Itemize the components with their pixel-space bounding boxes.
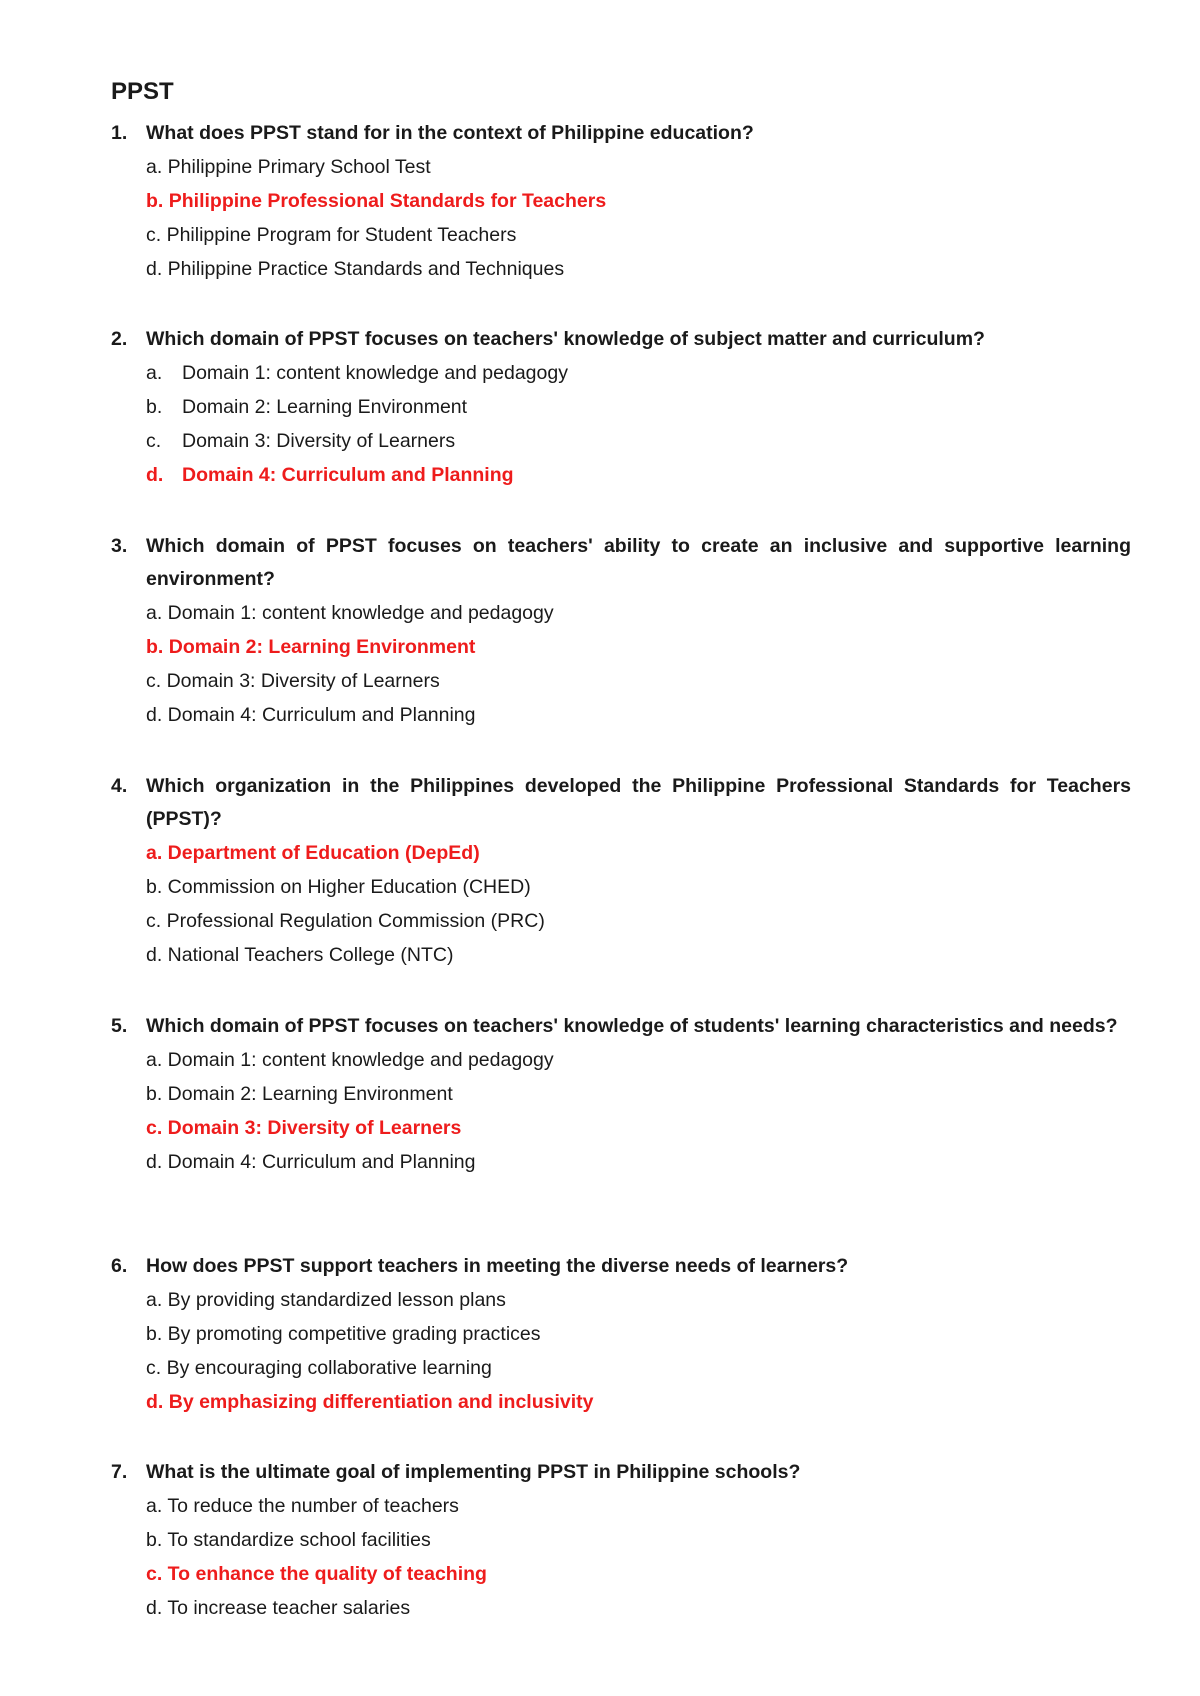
option-d: d. To increase teacher salaries <box>146 1597 411 1619</box>
question-2 <box>111 323 1131 492</box>
option-b-correct-answer: b. Domain 2: Learning Environment <box>146 636 476 658</box>
option-list <box>111 1283 1131 1419</box>
question-number: 2. <box>111 328 128 350</box>
question-text: Which domain of PPST focuses on teachers' knowledge of subject matter and curriculum? <box>146 328 985 350</box>
option-list <box>111 150 1131 286</box>
option-text: Domain 4: Curriculum and Planning <box>182 464 514 486</box>
question-3 <box>111 530 1131 732</box>
option-list <box>111 836 1131 972</box>
question-text: How does PPST support teachers in meeting the diverse needs of learners? <box>146 1255 849 1277</box>
option-letter: b. <box>146 396 163 418</box>
question-text: Which organization in the Philippines developed the Philippine Professional Standards for Teachers (PPST)? <box>146 775 1131 830</box>
question-number: 4. <box>111 775 128 797</box>
option-a: a. Domain 1: content knowledge and pedagogy <box>146 602 554 624</box>
option-list <box>111 596 1131 732</box>
option-list <box>111 1043 1131 1179</box>
option-text: Domain 1: content knowledge and pedagogy <box>182 362 568 384</box>
question-number: 7. <box>111 1461 128 1483</box>
option-d-correct-answer: d. By emphasizing differentiation and inclusivity <box>146 1391 594 1413</box>
question-text: Which domain of PPST focuses on teachers' ability to create an inclusive and supportive learning environment? <box>146 535 1131 590</box>
option-a <box>146 356 1131 390</box>
option-b: b. By promoting competitive grading practices <box>146 1323 541 1345</box>
question-5 <box>111 1010 1131 1179</box>
question-4 <box>111 770 1131 972</box>
option-c: c. By encouraging collaborative learning <box>146 1357 492 1379</box>
option-a: a. Domain 1: content knowledge and pedagogy <box>146 1049 554 1071</box>
option-list <box>111 356 1131 492</box>
question-number: 5. <box>111 1015 128 1037</box>
question-text: What is the ultimate goal of implementing PPST in Philippine schools? <box>146 1461 801 1483</box>
option-c: c. Domain 3: Diversity of Learners <box>146 670 440 692</box>
question-6 <box>111 1250 1131 1419</box>
option-c-correct-answer: c. Domain 3: Diversity of Learners <box>146 1117 462 1139</box>
option-letter: c. <box>146 430 162 452</box>
option-list <box>111 1489 1131 1625</box>
question-text: Which domain of PPST focuses on teachers' knowledge of students' learning characteristics and needs? <box>146 1015 1118 1037</box>
option-b: b. Domain 2: Learning Environment <box>146 1083 453 1105</box>
question-7 <box>111 1456 1131 1625</box>
option-letter: a. <box>146 362 163 384</box>
option-a: a. By providing standardized lesson plans <box>146 1289 506 1311</box>
question-1 <box>111 117 1131 286</box>
option-c: c. Professional Regulation Commission (PRC) <box>146 910 545 932</box>
option-text: Domain 2: Learning Environment <box>182 396 468 418</box>
option-c <box>146 424 1131 458</box>
option-b: b. To standardize school facilities <box>146 1529 431 1551</box>
option-d: d. Philippine Practice Standards and Techniques <box>146 258 565 280</box>
question-number: 6. <box>111 1255 128 1277</box>
question-number: 1. <box>111 122 128 144</box>
option-b-correct-answer: b. Philippine Professional Standards for Teachers <box>146 190 607 212</box>
option-d: d. National Teachers College (NTC) <box>146 944 454 966</box>
question-number: 3. <box>111 535 128 557</box>
option-a-correct-answer: a. Department of Education (DepEd) <box>146 842 480 864</box>
question-text: What does PPST stand for in the context of Philippine education? <box>146 122 754 144</box>
option-d: d. Domain 4: Curriculum and Planning <box>146 704 476 726</box>
option-d-correct-answer <box>146 458 1131 492</box>
option-a: a. Philippine Primary School Test <box>146 156 431 178</box>
option-b: b. Commission on Higher Education (CHED) <box>146 876 531 898</box>
option-d: d. Domain 4: Curriculum and Planning <box>146 1151 476 1173</box>
page-title: PPST <box>111 78 174 105</box>
option-c-correct-answer: c. To enhance the quality of teaching <box>146 1563 487 1585</box>
option-text: Domain 3: Diversity of Learners <box>182 430 456 452</box>
option-b <box>146 390 1131 424</box>
option-c: c. Philippine Program for Student Teachers <box>146 224 517 246</box>
option-a: a. To reduce the number of teachers <box>146 1495 459 1517</box>
option-letter: d. <box>146 464 164 486</box>
